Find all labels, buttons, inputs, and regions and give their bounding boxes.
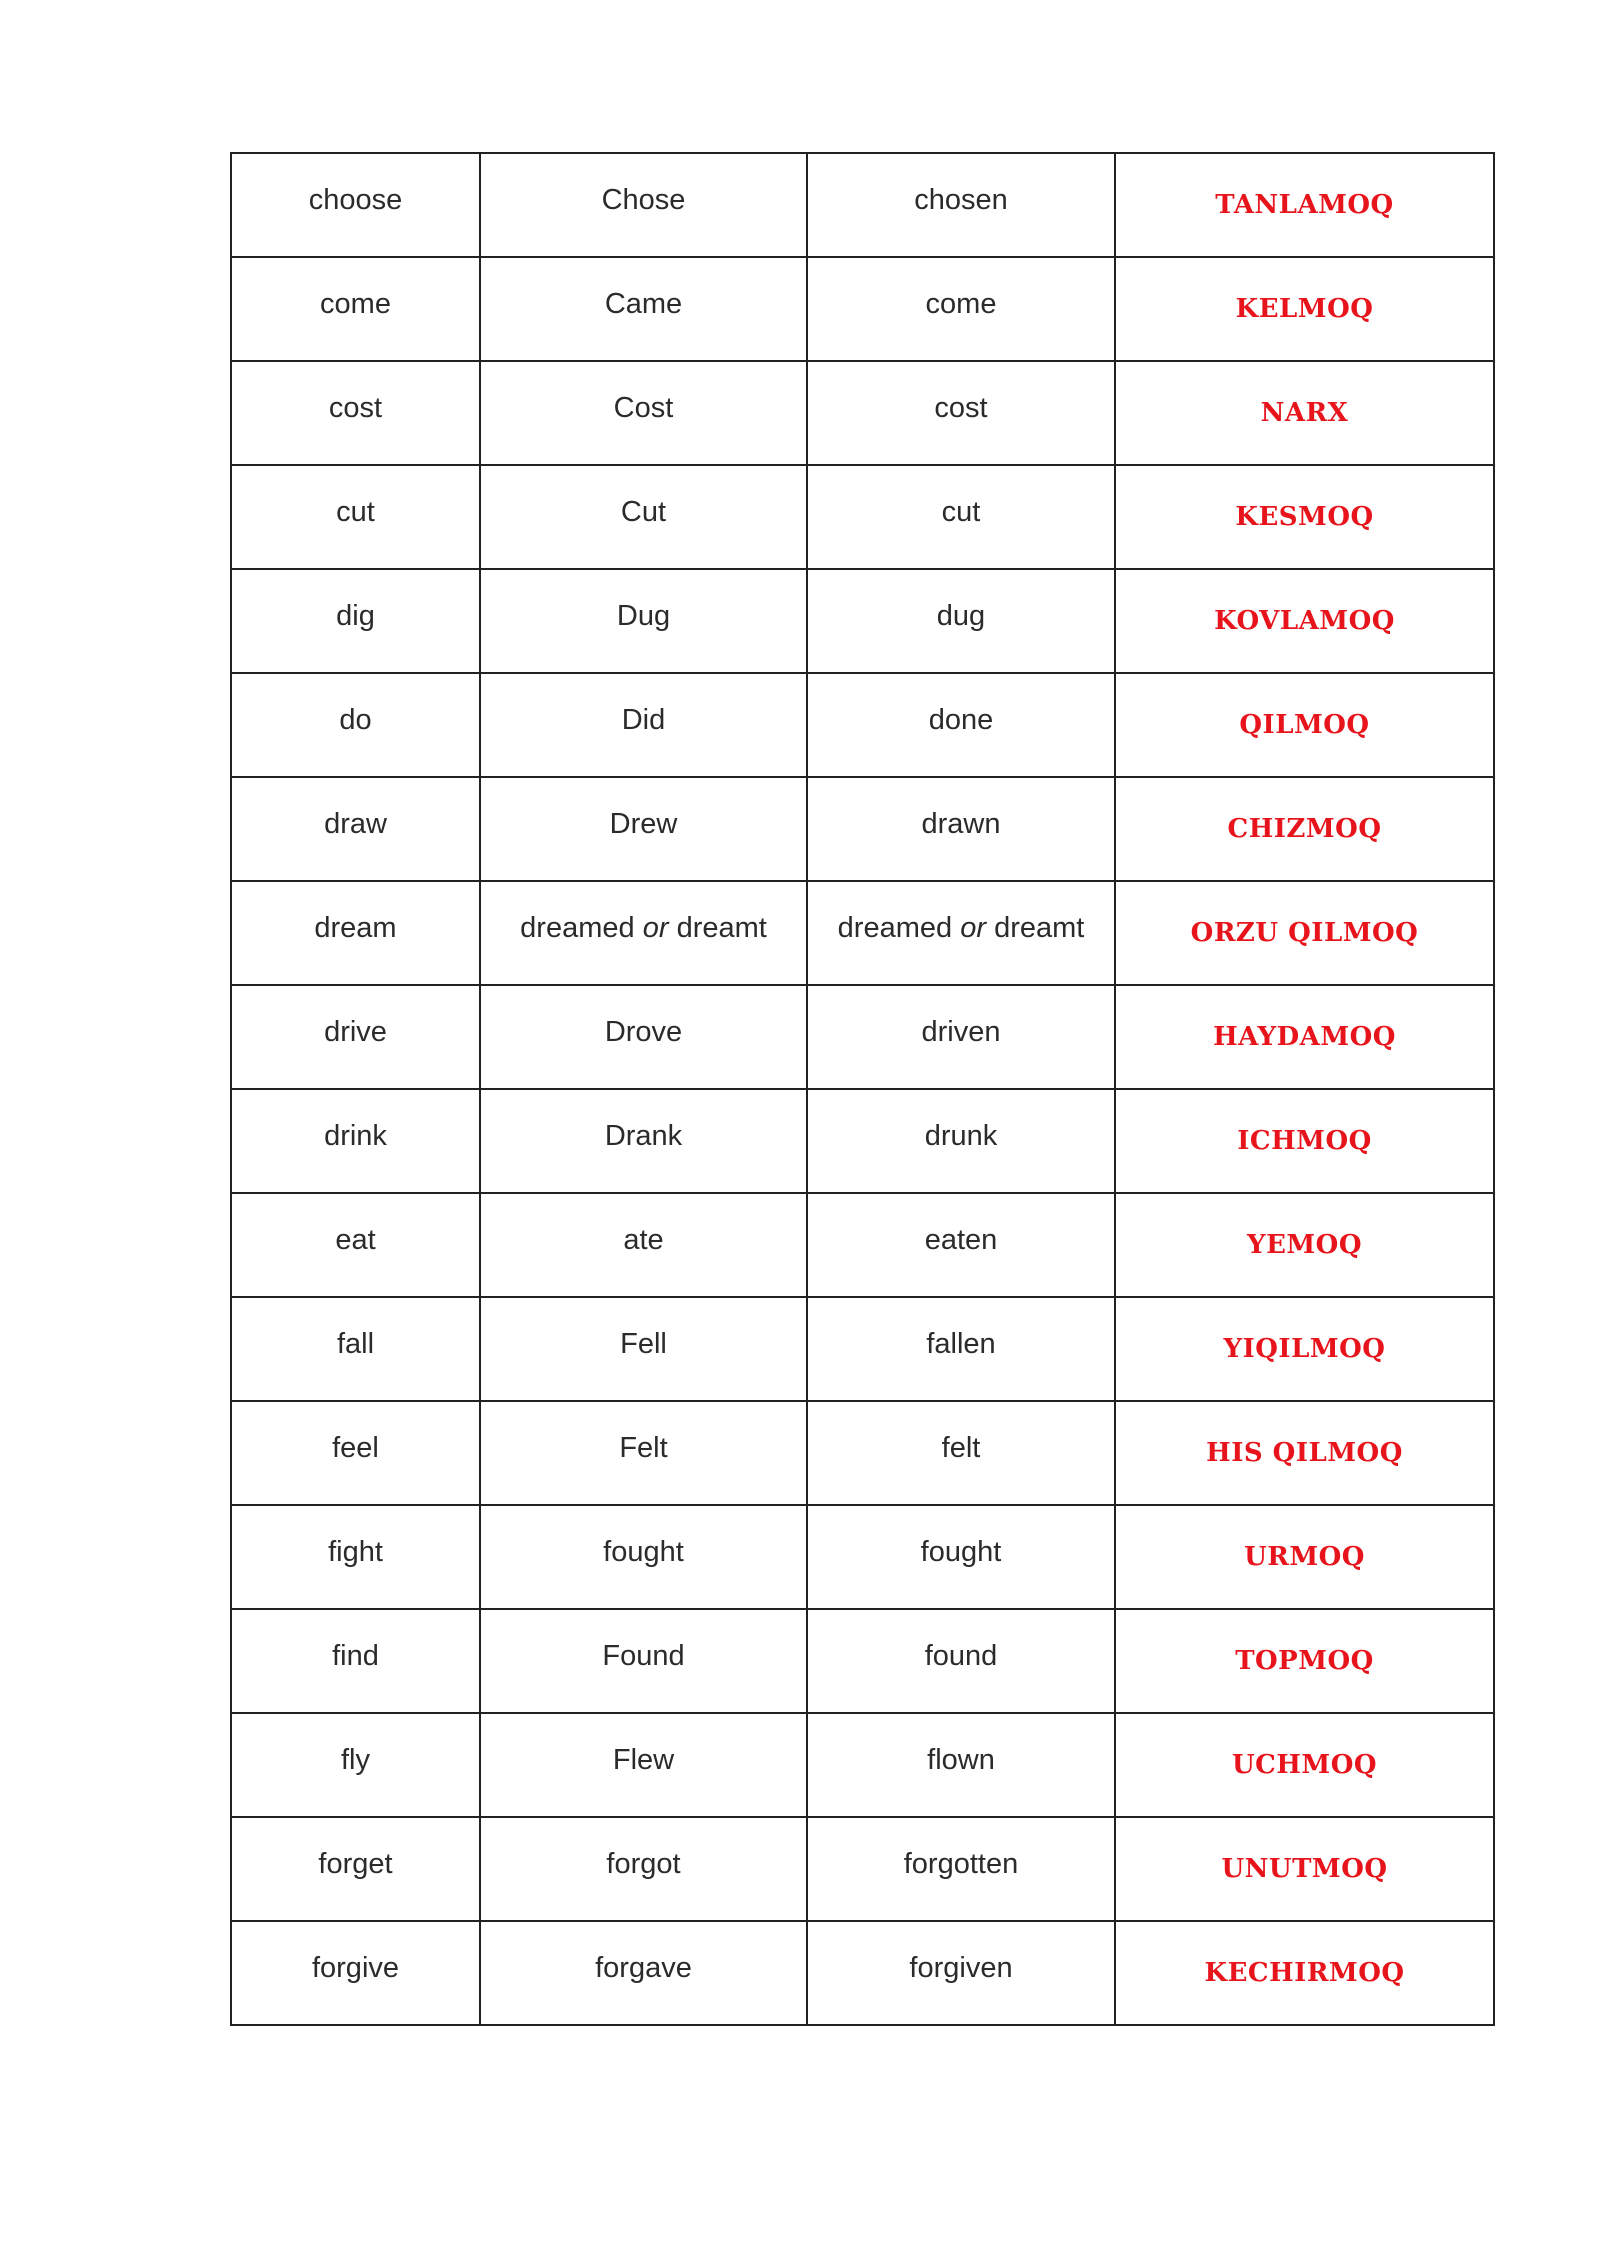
past-simple-cell: [480, 257, 807, 361]
translation-text: QILMOQ: [1239, 710, 1370, 740]
table-row: [231, 1193, 1494, 1297]
uzbek-translation-cell: [1115, 465, 1494, 569]
verb-text: Cost: [613, 391, 674, 424]
table-row: [231, 1401, 1494, 1505]
table-row: [231, 361, 1494, 465]
verb-text: Felt: [619, 1431, 668, 1464]
verb-text: chosen: [914, 183, 1008, 216]
verb-text: Drove: [604, 1015, 683, 1048]
translation-text: NARX: [1260, 398, 1349, 428]
uzbek-translation-cell: [1115, 1401, 1494, 1505]
translation-text: HIS QILMOQ: [1206, 1438, 1403, 1468]
table-row: [231, 1297, 1494, 1401]
verb-text: found: [924, 1639, 998, 1672]
verb-text: fall: [336, 1327, 375, 1360]
verb-text: ate: [623, 1223, 664, 1256]
past-participle-cell: [807, 569, 1115, 673]
verb-text: cost: [934, 391, 988, 424]
base-form-cell: [231, 1089, 480, 1193]
verb-text: cut: [941, 495, 981, 528]
translation-text: UCHMOQ: [1231, 1750, 1377, 1780]
table-row: [231, 465, 1494, 569]
base-form-cell: [231, 1713, 480, 1817]
uzbek-translation-cell: [1115, 881, 1494, 985]
past-simple-cell: [480, 1713, 807, 1817]
uzbek-translation-cell: [1115, 361, 1494, 465]
past-participle-cell: [807, 1505, 1115, 1609]
verb-text: fought: [920, 1535, 1002, 1568]
uzbek-translation-cell: [1115, 777, 1494, 881]
verb-text: drunk: [924, 1119, 998, 1152]
verb-text: do: [339, 703, 372, 736]
verb-text: drawn: [921, 807, 1001, 840]
uzbek-translation-cell: [1115, 1921, 1494, 2025]
verb-text: come: [320, 287, 391, 320]
translation-text: TANLAMOQ: [1215, 190, 1394, 220]
uzbek-translation-cell: [1115, 257, 1494, 361]
table-row: [231, 881, 1494, 985]
base-form-cell: [231, 465, 480, 569]
past-participle-cell: [807, 1193, 1115, 1297]
irregular-verbs-table: [230, 152, 1495, 2026]
translation-text: TOPMOQ: [1235, 1646, 1374, 1676]
verb-text: fight: [328, 1535, 383, 1568]
translation-text: UNUTMOQ: [1221, 1854, 1388, 1884]
past-simple-cell: [480, 777, 807, 881]
verb-text: forgive: [311, 1951, 400, 1984]
translation-text: YEMOQ: [1247, 1230, 1362, 1260]
past-simple-cell: [480, 361, 807, 465]
verb-text: dig: [336, 599, 375, 632]
verb-text: forgot: [606, 1847, 681, 1880]
verb-text: dreamed or dreamt: [520, 911, 767, 944]
verb-text: fly: [341, 1743, 370, 1776]
verb-text: come: [925, 287, 997, 320]
translation-text: KESMOQ: [1235, 502, 1374, 532]
translation-text: CHIZMOQ: [1227, 814, 1382, 844]
past-participle-cell: [807, 777, 1115, 881]
past-participle-cell: [807, 153, 1115, 257]
base-form-cell: [231, 1505, 480, 1609]
verb-text: drive: [324, 1015, 387, 1048]
verb-text: Dug: [616, 599, 671, 632]
past-participle-cell: [807, 1401, 1115, 1505]
table-row: [231, 777, 1494, 881]
verb-text: Cut: [620, 495, 667, 528]
uzbek-translation-cell: [1115, 1297, 1494, 1401]
verb-table-body: [231, 153, 1494, 2025]
verb-text: draw: [324, 807, 387, 840]
translation-text: YIQILMOQ: [1223, 1334, 1386, 1364]
uzbek-translation-cell: [1115, 985, 1494, 1089]
base-form-cell: [231, 1609, 480, 1713]
base-form-cell: [231, 881, 480, 985]
verb-text: fought: [603, 1535, 684, 1568]
verb-text: done: [928, 703, 994, 736]
table-row: [231, 1505, 1494, 1609]
table-row: [231, 1713, 1494, 1817]
base-form-cell: [231, 361, 480, 465]
base-form-cell: [231, 257, 480, 361]
translation-text: URMOQ: [1244, 1542, 1365, 1572]
past-participle-cell: [807, 1609, 1115, 1713]
verb-text: choose: [308, 183, 403, 216]
uzbek-translation-cell: [1115, 1713, 1494, 1817]
past-participle-cell: [807, 1089, 1115, 1193]
table-row: [231, 257, 1494, 361]
past-simple-cell: [480, 1921, 807, 2025]
verb-text: forget: [318, 1847, 393, 1880]
past-simple-cell: [480, 985, 807, 1089]
verb-text: Drew: [609, 807, 678, 840]
table-row: [231, 569, 1494, 673]
verb-text: Came: [604, 287, 683, 320]
uzbek-translation-cell: [1115, 1193, 1494, 1297]
past-participle-cell: [807, 1297, 1115, 1401]
past-simple-cell: [480, 1505, 807, 1609]
base-form-cell: [231, 569, 480, 673]
past-simple-cell: [480, 881, 807, 985]
verb-text: driven: [921, 1015, 1001, 1048]
verb-text: dug: [936, 599, 986, 632]
verb-text: dreamed or dreamt: [837, 911, 1085, 944]
translation-text: KOVLAMOQ: [1214, 606, 1395, 636]
past-simple-cell: [480, 1089, 807, 1193]
verb-text: eat: [335, 1223, 376, 1256]
base-form-cell: [231, 1921, 480, 2025]
table-row: [231, 1609, 1494, 1713]
verb-text: fallen: [926, 1327, 996, 1360]
past-participle-cell: [807, 881, 1115, 985]
past-simple-cell: [480, 153, 807, 257]
verb-text: dream: [314, 911, 397, 944]
base-form-cell: [231, 1297, 480, 1401]
translation-text: ICHMOQ: [1237, 1126, 1372, 1156]
translation-text: ORZU QILMOQ: [1190, 918, 1419, 948]
uzbek-translation-cell: [1115, 673, 1494, 777]
verb-text: Chose: [601, 183, 686, 216]
past-simple-cell: [480, 1609, 807, 1713]
past-participle-cell: [807, 985, 1115, 1089]
uzbek-translation-cell: [1115, 153, 1494, 257]
base-form-cell: [231, 985, 480, 1089]
translation-text: KECHIRMOQ: [1204, 1958, 1405, 1988]
verb-text: cost: [328, 391, 383, 424]
table-row: [231, 1921, 1494, 2025]
base-form-cell: [231, 153, 480, 257]
verb-text: forgotten: [903, 1847, 1019, 1880]
uzbek-translation-cell: [1115, 569, 1494, 673]
past-participle-cell: [807, 673, 1115, 777]
verb-text: Fell: [620, 1327, 667, 1360]
past-participle-cell: [807, 361, 1115, 465]
base-form-cell: [231, 777, 480, 881]
translation-text: KELMOQ: [1235, 294, 1374, 324]
verb-text: Flew: [612, 1743, 675, 1776]
past-simple-cell: [480, 1401, 807, 1505]
uzbek-translation-cell: [1115, 1505, 1494, 1609]
table-row: [231, 1817, 1494, 1921]
table-row: [231, 985, 1494, 1089]
past-simple-cell: [480, 1297, 807, 1401]
base-form-cell: [231, 1817, 480, 1921]
verb-text: find: [332, 1639, 379, 1672]
past-participle-cell: [807, 1713, 1115, 1817]
verb-text: flown: [927, 1743, 995, 1776]
verb-text: Did: [621, 703, 666, 736]
table-row: [231, 673, 1494, 777]
verb-text: Found: [602, 1639, 685, 1672]
verb-text: drink: [324, 1119, 387, 1152]
past-simple-cell: [480, 1193, 807, 1297]
past-participle-cell: [807, 257, 1115, 361]
base-form-cell: [231, 1193, 480, 1297]
table-row: [231, 1089, 1494, 1193]
verb-text: felt: [941, 1431, 981, 1464]
uzbek-translation-cell: [1115, 1609, 1494, 1713]
table-row: [231, 153, 1494, 257]
base-form-cell: [231, 1401, 480, 1505]
verb-text: Drank: [604, 1119, 683, 1152]
past-simple-cell: [480, 569, 807, 673]
past-participle-cell: [807, 1921, 1115, 2025]
past-simple-cell: [480, 465, 807, 569]
verb-text: forgiven: [909, 1951, 1013, 1984]
uzbek-translation-cell: [1115, 1817, 1494, 1921]
verb-text: feel: [332, 1431, 379, 1464]
past-participle-cell: [807, 1817, 1115, 1921]
past-simple-cell: [480, 1817, 807, 1921]
verb-text: eaten: [924, 1223, 998, 1256]
translation-text: HAYDAMOQ: [1213, 1022, 1396, 1052]
base-form-cell: [231, 673, 480, 777]
uzbek-translation-cell: [1115, 1089, 1494, 1193]
verb-text: forgave: [595, 1951, 692, 1984]
past-simple-cell: [480, 673, 807, 777]
verb-text: cut: [336, 495, 375, 528]
past-participle-cell: [807, 465, 1115, 569]
